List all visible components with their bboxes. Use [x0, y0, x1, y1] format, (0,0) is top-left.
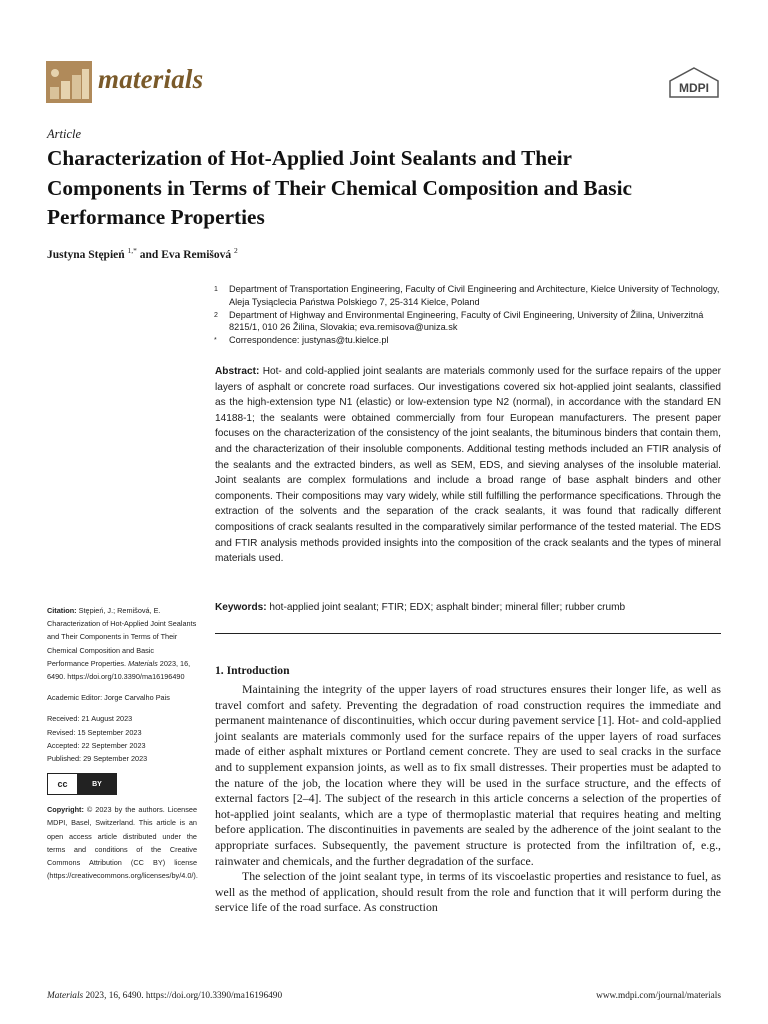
- footer-journal: Materials: [47, 991, 84, 1001]
- correspondence-text: Correspondence: justynas@tu.kielce.pl: [229, 335, 389, 346]
- section-body: [215, 682, 721, 916]
- abstract-label: Abstract:: [215, 366, 260, 377]
- date-revised: Revised: 15 September 2023: [47, 727, 142, 737]
- date-accepted: Accepted: 22 September 2023: [47, 740, 146, 750]
- citation-ref: 2023, 16, 6490.: [47, 658, 191, 682]
- author-joiner: and: [139, 248, 159, 261]
- materials-logo-icon: [46, 61, 92, 103]
- divider: [215, 633, 721, 634]
- affiliation-item: [214, 334, 734, 348]
- footer-citation: [47, 991, 282, 1001]
- citation: [47, 604, 197, 683]
- cc-icon: cc: [48, 774, 78, 794]
- citation-text: Stępień, J.; Remišová, E. Characterization of Hot-Applied Joint Sealants and Their Components in Terms of Their Chemical Composition and Basic Performance Properties.: [47, 606, 197, 668]
- citation-journal: Materials: [128, 658, 158, 668]
- citation-label: Citation:: [47, 606, 77, 615]
- paper-title: Characterization of Hot-Applied Joint Sealants and Their Components in Terms of Their Chemical Composition and Basic Performance Properties: [47, 146, 632, 229]
- by-icon: BY: [78, 774, 116, 794]
- paragraph: The selection of the joint sealant type, in terms of its viscoelastic properties and resistance to fuel, as well as the method of application, should result from the role and function that it will perform during the service life of the road surface. As construction: [215, 869, 721, 915]
- keywords-label: Keywords:: [215, 602, 267, 613]
- mdpi-logo-icon: [668, 67, 720, 99]
- affiliation-number: 1: [214, 286, 218, 293]
- author-list: [47, 246, 238, 261]
- date-published: Published: 29 September 2023: [47, 754, 148, 764]
- abstract: [215, 364, 721, 567]
- footer-ref: 2023, 16, 6490. https://doi.org/10.3390/ma16196490: [85, 991, 283, 1001]
- academic-editor: Academic Editor: Jorge Carvalho Pais: [47, 693, 170, 703]
- cc-by-license-icon[interactable]: [47, 773, 117, 795]
- author-affiliation-mark: 1,*: [127, 246, 137, 255]
- keywords-text: hot-applied joint sealant; FTIR; EDX; asphalt binder; mineral filler; rubber crumb: [269, 602, 626, 613]
- affiliation-text: Department of Transportation Engineering, Faculty of Civil Engineering and Architecture, Kielce University of Technology, Aleja Tysiąclecia Państwa Polskiego 7, 25-314 Kielce, Poland: [229, 284, 720, 307]
- affiliation-text: Department of Highway and Environmental Engineering, Faculty of Civil Engineering, University of Žilina, Univerzitná 8215/1, 010 26 Žilina, Slovakia; eva.remisova@uniza.sk: [229, 309, 704, 333]
- affiliation-number: 2: [214, 311, 218, 319]
- section-title: 1. Introduction: [215, 664, 290, 677]
- doi-link[interactable]: https://doi.org/10.3390/ma16196490: [67, 672, 185, 682]
- publisher-name: MDPI: [679, 81, 709, 95]
- date-received: Received: 21 August 2023: [47, 714, 133, 724]
- keywords: [215, 601, 721, 615]
- footer-url[interactable]: www.mdpi.com/journal/materials: [596, 991, 721, 1001]
- affiliation-number: *: [214, 337, 217, 345]
- author-name: Eva Remišová: [161, 248, 232, 261]
- copyright-label: Copyright:: [47, 805, 84, 815]
- copyright: [47, 803, 197, 882]
- author-affiliation-mark: 2: [234, 246, 238, 255]
- affiliation-item: [214, 309, 734, 335]
- paragraph: Maintaining the integrity of the upper layers of road structures ensures their longer life, as well as travel comfort and safety. Preventing the degradation of road construction requires the immediate and permanent maintenance of discontinuities, which occur during pavement service [1]. Hot- and cold-applied joint sealants are materials commonly used for the surface repairs of the upper layers of road surfaces made of either asphalt mixtures or Portland cement concrete. They are used to seal cracks in the surface and to supplement expansion joints, as well as to fix small distresses. Their properties must be adapted to the nature of the job, the location where they will be used in the surface structure, and the effects of external factors [2–4]. The subject of the research in this article concerns a selection of the properties of hot-applied joint sealants, which are a type of thermoplastic material that requires heating and melting before application. The discontinuities in pavements are sealed by the adherence of the joint sealant to the appropriate surfaces. Subsequently, the pavement structure is protected from the infiltration of, e.g., rainwater and chemicals, and the further degradation of the surface.: [215, 682, 721, 868]
- affiliations: [214, 283, 734, 348]
- author-name: Justyna Stępień: [47, 248, 125, 261]
- affiliation-item: [214, 283, 734, 309]
- journal-name: materials: [98, 64, 204, 94]
- copyright-text: © 2023 by the authors. Licensee MDPI, Basel, Switzerland. This article is an open access article distributed under the terms and conditions of the Creative Commons Attribution (CC BY) license (https://creativecommons.org/licenses/by/4.0/).: [47, 805, 198, 881]
- article-type: Article: [47, 127, 82, 141]
- abstract-text: Hot- and cold-applied joint sealants are materials commonly used for the surface repairs of the upper layers of asphalt or concrete road surfaces. Our investigations covered six hot-applied joint sealants, classified as the high-extension type N1 (elastic) or low-extension type N2 (normal), in accordance with the standard EN 14188-1; the sealants were obtained commercially from four European manufacturers. The present paper focuses on the characterization of the consistency of the joint sealants, the bituminous binders that contain them, and the characterization of their insoluble components. Additional testing methods included an FTIR analysis of the sealants and the extracted binders, as well as SEM, EDS, and sieving analyses of the insoluble material. Joint sealants are complex formulations and include a broad range of base asphalt binders and other components. Their compositions may vary widely, while still fulfilling the performance specifications. Through the extraction of the solvents and the separation of the crack sealants, it was found that radically different compositions of crack sealants resulted in the comparatively similar performance of the tested material. The EDS and FTIR analysis methods provided insights into the composition of the crack sealants and the types of mineral materials used.: [215, 366, 722, 565]
- sidebar: [47, 604, 197, 882]
